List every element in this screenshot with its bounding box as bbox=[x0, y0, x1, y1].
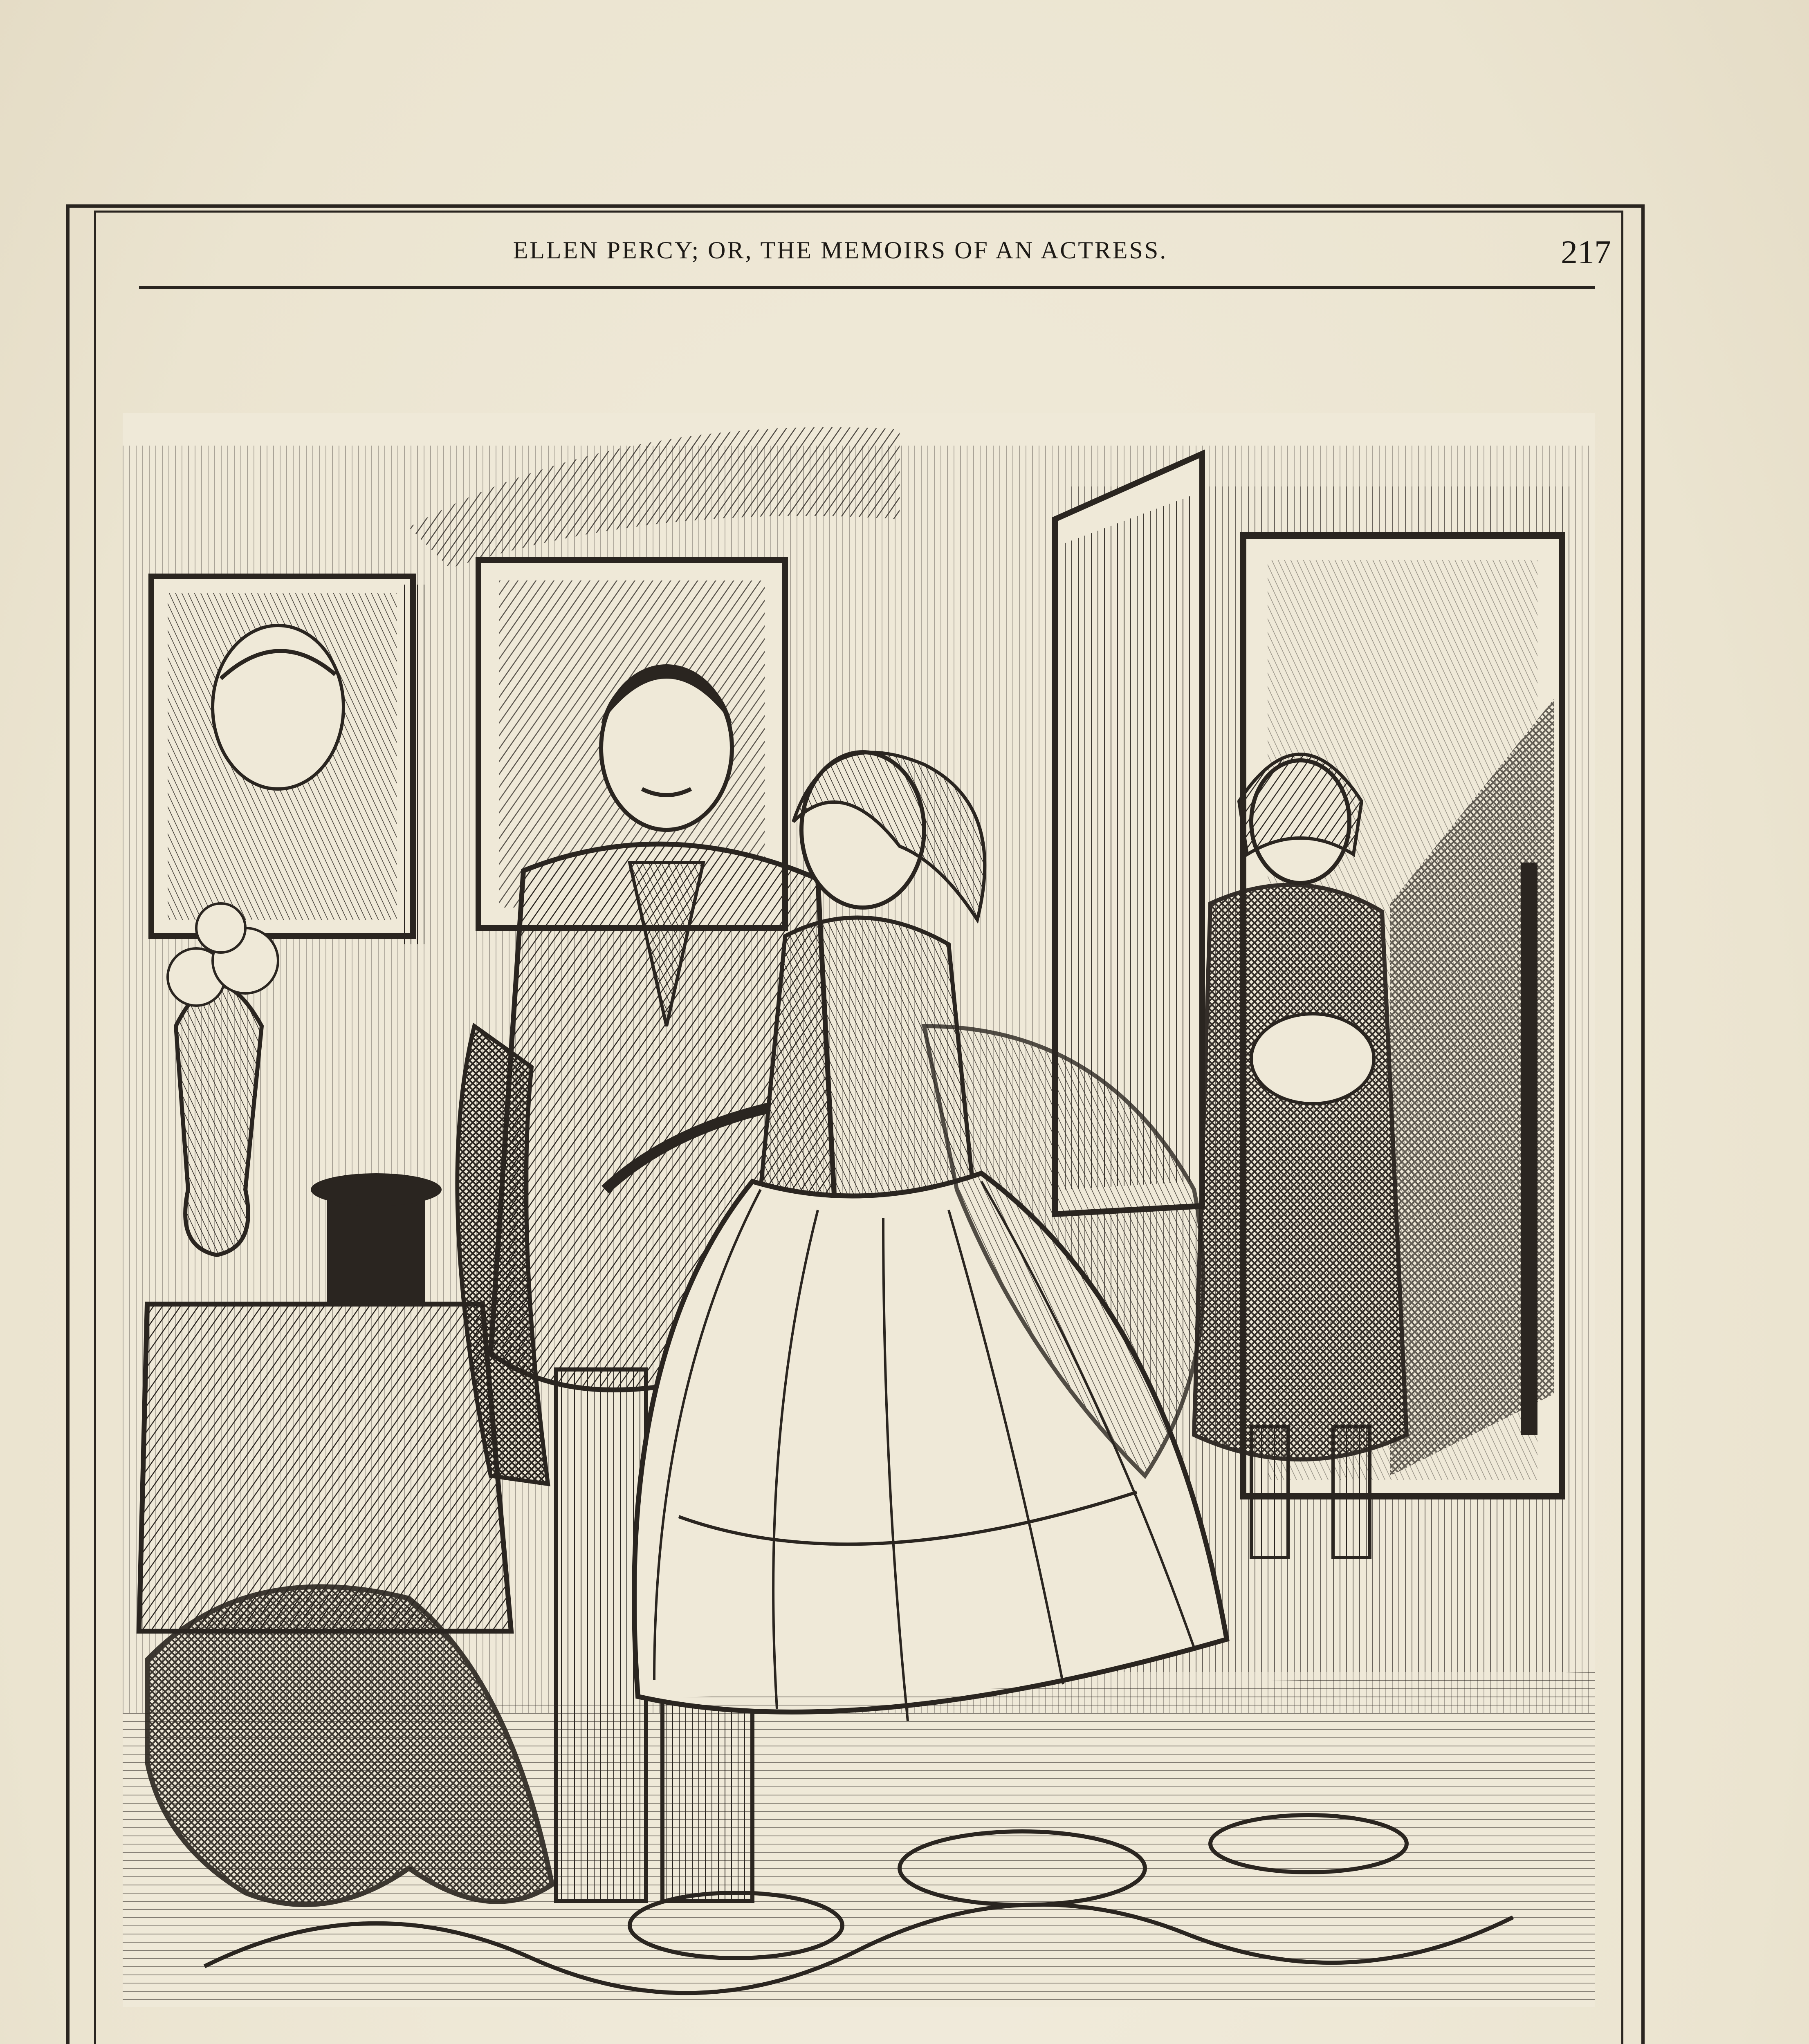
portrait-frame-left bbox=[151, 576, 429, 944]
running-head bbox=[139, 233, 1611, 278]
ornate-carpet bbox=[123, 1672, 1595, 2007]
draped-table bbox=[139, 1304, 511, 1631]
engraving-illustration bbox=[123, 413, 1595, 2007]
running-title: ELLEN PERCY; OR, THE MEMOIRS OF AN ACTRESS. bbox=[513, 237, 1168, 264]
header-rule bbox=[139, 286, 1595, 289]
page-number: 217 bbox=[1561, 233, 1611, 271]
top-hat bbox=[311, 1173, 442, 1304]
engraving-drawing bbox=[123, 413, 1595, 2007]
